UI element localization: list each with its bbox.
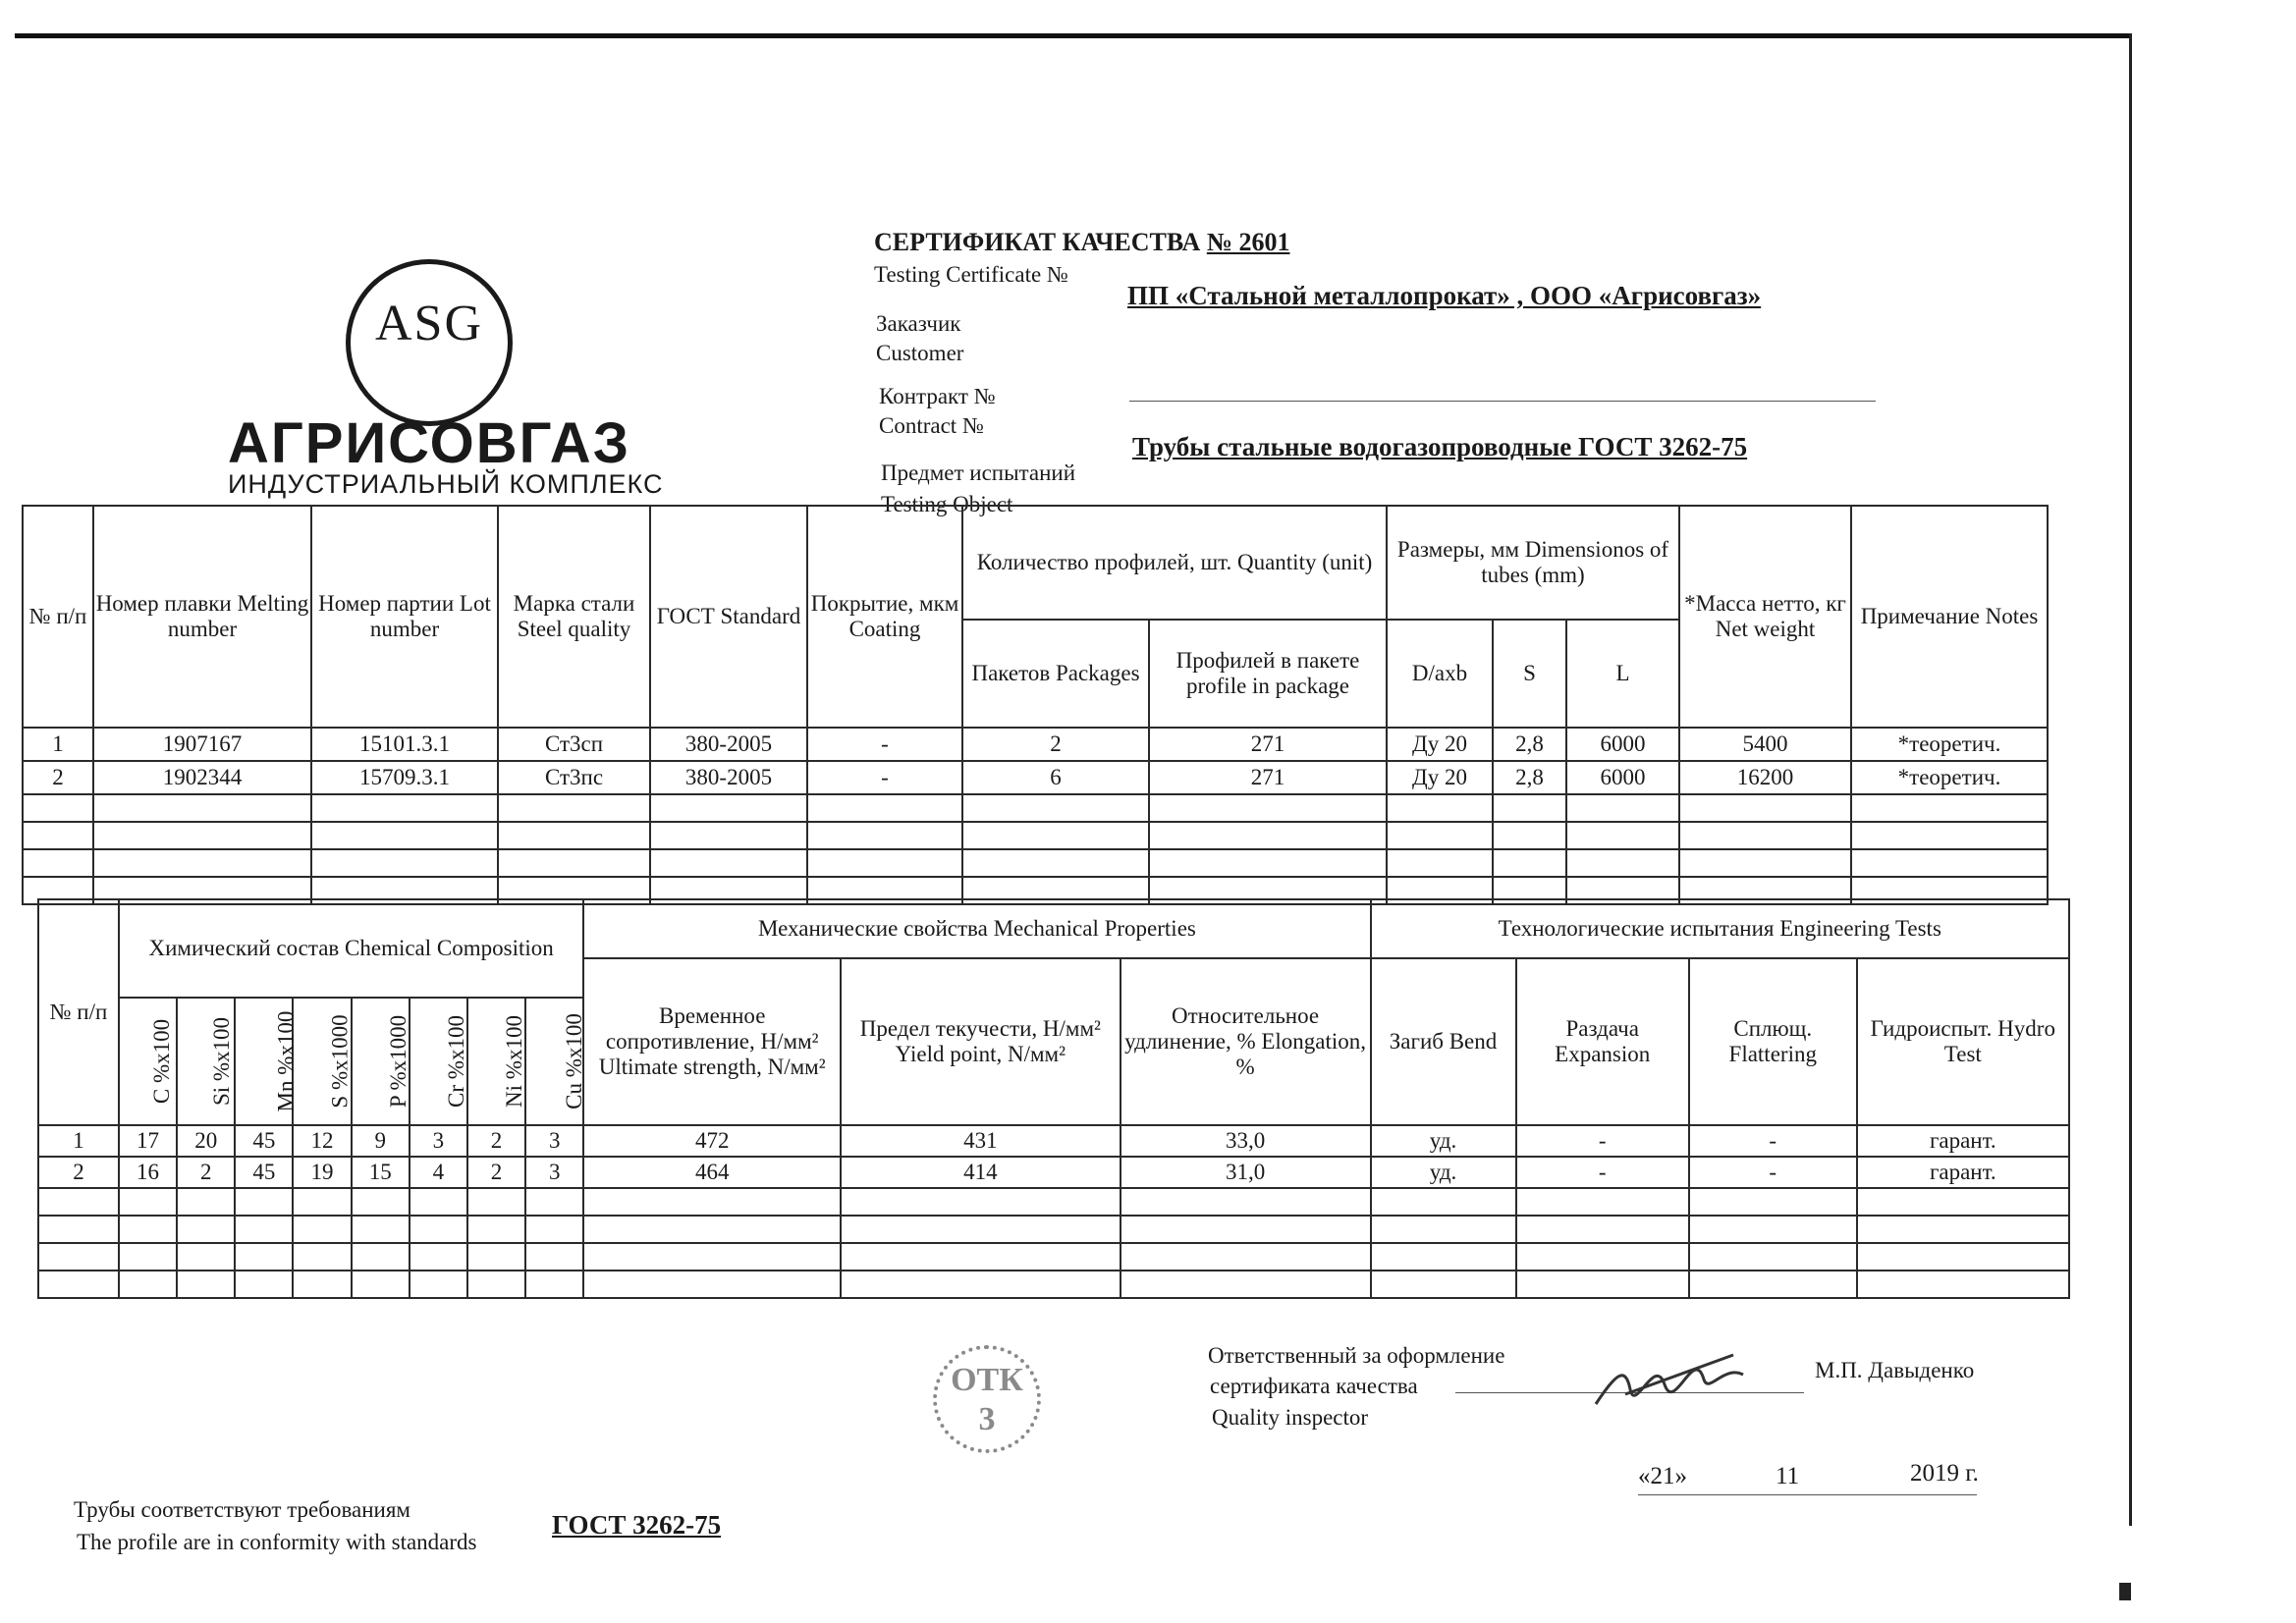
cell-c: 16 (119, 1157, 177, 1188)
cell-yield: 414 (841, 1157, 1121, 1188)
col-gost-header: ГОСТ Standard (650, 506, 807, 728)
cell-grade: Ст3пс (498, 761, 650, 794)
stamp-text: ОТК (951, 1362, 1023, 1398)
cell-p: 9 (352, 1125, 410, 1157)
cell-d: Ду 20 (1387, 728, 1493, 761)
cell-no: 2 (23, 761, 93, 794)
col-yield-header: Предел текучести, Н/мм² Yield point, N/мм² (841, 958, 1121, 1125)
logo-monogram: ASG (374, 296, 484, 352)
col-p-label: P %x1000 (385, 1014, 410, 1109)
cell-flattering: - (1689, 1125, 1857, 1157)
certificate-title-ru: СЕРТИФИКАТ КАЧЕСТВА (874, 228, 1201, 256)
col-chemical-header: Химический состав Chemical Composition (119, 899, 583, 998)
cell-melt: 1907167 (93, 728, 311, 761)
col-mass-header: *Масса нетто, кг Net weight (1679, 506, 1851, 728)
col-bend-header: Загиб Bend (1371, 958, 1516, 1125)
cell-si: 20 (177, 1125, 235, 1157)
cell-p: 15 (352, 1157, 410, 1188)
cell-c: 17 (119, 1125, 177, 1157)
cell-s: 12 (293, 1125, 351, 1157)
cell-melt: 1902344 (93, 761, 311, 794)
logo-name: АГРИСОВГАЗ (228, 411, 631, 475)
empty-row (38, 1243, 2069, 1271)
cell-note: *теоретич. (1851, 728, 2048, 761)
col-s-label: S %x1000 (328, 1014, 354, 1109)
col-cr-label: Cr %x100 (443, 1015, 468, 1108)
col-ni-header (467, 998, 525, 1125)
certificate-title (874, 228, 1289, 257)
col-cu-header (525, 998, 587, 1125)
cell-gost: 380-2005 (650, 728, 807, 761)
cell-l: 6000 (1566, 728, 1679, 761)
test-results-table (37, 898, 2070, 1299)
col-mn-header (235, 998, 299, 1125)
cell-elongation: 31,0 (1121, 1157, 1371, 1188)
date-day: «21» (1638, 1463, 1687, 1489)
inspector-name: М.П. Давыденко (1815, 1358, 1975, 1382)
cell-mn: 45 (235, 1157, 293, 1188)
col-cr-header (410, 998, 467, 1125)
certificate-number: № 2601 (1206, 228, 1290, 256)
cell-ni: 2 (467, 1157, 525, 1188)
col-flattering-header: Сплющ. Flattering (1689, 958, 1857, 1125)
cell-s: 19 (293, 1157, 351, 1188)
col-dimensions-header: Размеры, мм Dimensionos of tubes (mm) (1387, 506, 1679, 620)
cell-ni: 2 (467, 1125, 525, 1157)
cell-d: Ду 20 (1387, 761, 1493, 794)
contract-label-en: Contract № (879, 413, 984, 438)
cell-uts: 464 (583, 1157, 841, 1188)
empty-row (38, 1216, 2069, 1243)
cell-cr: 4 (410, 1157, 467, 1188)
empty-row (23, 849, 2048, 877)
col-packages-header: Пакетов Packages (962, 620, 1149, 728)
customer-value: ПП «Стальной металлопрокат» , ООО «Агрисовгаз» (1127, 281, 1762, 310)
empty-row (23, 794, 2048, 822)
empty-row (23, 822, 2048, 849)
otk-stamp (933, 1345, 1041, 1453)
date-month: 11 (1776, 1463, 1800, 1489)
col-profiles-header: Профилей в пакете profile in package (1149, 620, 1387, 728)
cell-hydro: гарант. (1857, 1125, 2069, 1157)
responsible-label-1: Ответственный за оформление (1208, 1343, 1505, 1368)
cell-l: 6000 (1566, 761, 1679, 794)
cell-no: 2 (38, 1157, 119, 1188)
date-line (1638, 1494, 1977, 1495)
cell-elongation: 33,0 (1121, 1125, 1371, 1157)
table-row (38, 1125, 2069, 1157)
right-border-line (2129, 33, 2132, 1526)
col-p-header (352, 998, 410, 1125)
col-s-header (293, 998, 354, 1125)
cell-packages: 2 (962, 728, 1149, 761)
cell-packages: 6 (962, 761, 1149, 794)
table-row (23, 728, 2048, 761)
products-table (22, 505, 2049, 905)
col-uts-header: Временное сопротивление, Н/мм² Ultimate strength, N/мм² (583, 958, 841, 1125)
cell-cu: 3 (525, 1125, 583, 1157)
object-label-en: Testing Object (881, 492, 1013, 516)
cell-si: 2 (177, 1157, 235, 1188)
cell-s: 2,8 (1493, 728, 1566, 761)
col-notes-header: Примечание Notes (1851, 506, 2048, 728)
col-hydro-header: Гидроиспыт. Hydro Test (1857, 958, 2069, 1125)
table-row (38, 1157, 2069, 1188)
col-si-label: Si %x100 (209, 1016, 235, 1107)
col-expansion-header: Раздача Expansion (1516, 958, 1689, 1125)
conformity-en: The profile are in conformity with standards (77, 1530, 477, 1554)
col-engineering-header: Технологические испытания Engineering Tests (1371, 899, 2069, 958)
cell-no: 1 (23, 728, 93, 761)
empty-row (38, 1271, 2069, 1298)
conformity-ru: Трубы соответствуют требованиям (74, 1497, 410, 1522)
cell-cr: 3 (410, 1125, 467, 1157)
cell-profiles: 271 (1149, 728, 1387, 761)
customer-label-ru: Заказчик (876, 311, 961, 336)
certificate-title-en: Testing Certificate № (874, 262, 1068, 287)
cell-lot: 15101.3.1 (311, 728, 498, 761)
col-mn-label: Mn %x100 (273, 1010, 299, 1112)
contract-value-line (1129, 401, 1876, 402)
cell-note: *теоретич. (1851, 761, 2048, 794)
cell-yield: 431 (841, 1125, 1121, 1157)
col-si-header (177, 998, 235, 1125)
cell-lot: 15709.3.1 (311, 761, 498, 794)
cell-coating: - (807, 728, 962, 761)
cell-grade: Ст3сп (498, 728, 650, 761)
table-row (23, 761, 2048, 794)
col-mechanical-header: Механические свойства Mechanical Properties (583, 899, 1370, 958)
handwritten-signature (1586, 1335, 1812, 1424)
date-year: 2019 г. (1910, 1460, 1979, 1487)
col-elongation-header: Относительное удлинение, % Elongation, % (1121, 958, 1371, 1125)
logo-subtitle: ИНДУСТРИАЛЬНЫЙ КОМПЛЕКС (228, 469, 664, 499)
col-grade-header: Марка стали Steel quality (498, 506, 650, 728)
conformity-standard: ГОСТ 3262-75 (552, 1510, 722, 1540)
col-c-label: C %x100 (149, 1018, 175, 1105)
cell-expansion: - (1516, 1157, 1689, 1188)
scan-mark (2119, 1583, 2131, 1600)
col-coating-header: Покрытие, мкм Coating (807, 506, 962, 728)
object-value: Трубы стальные водогазопроводные ГОСТ 3262-75 (1132, 432, 1748, 461)
cell-profiles: 271 (1149, 761, 1387, 794)
cell-flattering: - (1689, 1157, 1857, 1188)
col-l-header: L (1566, 620, 1679, 728)
cell-mass: 16200 (1679, 761, 1851, 794)
cell-mass: 5400 (1679, 728, 1851, 761)
col-quantity-header: Количество профилей, шт. Quantity (unit) (962, 506, 1387, 620)
col-c-header (119, 998, 177, 1125)
col-s-header: S (1493, 620, 1566, 728)
col-number-header: № п/п (23, 506, 93, 728)
col-lot-header: Номер партии Lot number (311, 506, 498, 728)
cell-cu: 3 (525, 1157, 583, 1188)
cell-hydro: гарант. (1857, 1157, 2069, 1188)
cell-bend: уд. (1371, 1125, 1516, 1157)
cell-mn: 45 (235, 1125, 293, 1157)
cell-no: 1 (38, 1125, 119, 1157)
stamp-number: 3 (978, 1401, 996, 1437)
empty-row (38, 1188, 2069, 1216)
col-melt-header: Номер плавки Melting number (93, 506, 311, 728)
object-label-ru: Предмет испытаний (881, 460, 1076, 485)
contract-label-ru: Контракт № (879, 384, 996, 408)
cell-coating: - (807, 761, 962, 794)
cell-uts: 472 (583, 1125, 841, 1157)
cell-gost: 380-2005 (650, 761, 807, 794)
responsible-label-2: сертификата качества (1210, 1374, 1418, 1398)
quality-inspector-label: Quality inspector (1212, 1405, 1369, 1430)
top-border-line (15, 33, 2131, 38)
col-d-header: D/axb (1387, 620, 1493, 728)
col-number-header: № п/п (38, 899, 119, 1125)
col-ni-label: Ni %x100 (501, 1015, 526, 1108)
cell-bend: уд. (1371, 1157, 1516, 1188)
customer-label-en: Customer (876, 341, 964, 365)
cell-s: 2,8 (1493, 761, 1566, 794)
col-cu-label: Cu %x100 (562, 1013, 587, 1109)
cell-expansion: - (1516, 1125, 1689, 1157)
